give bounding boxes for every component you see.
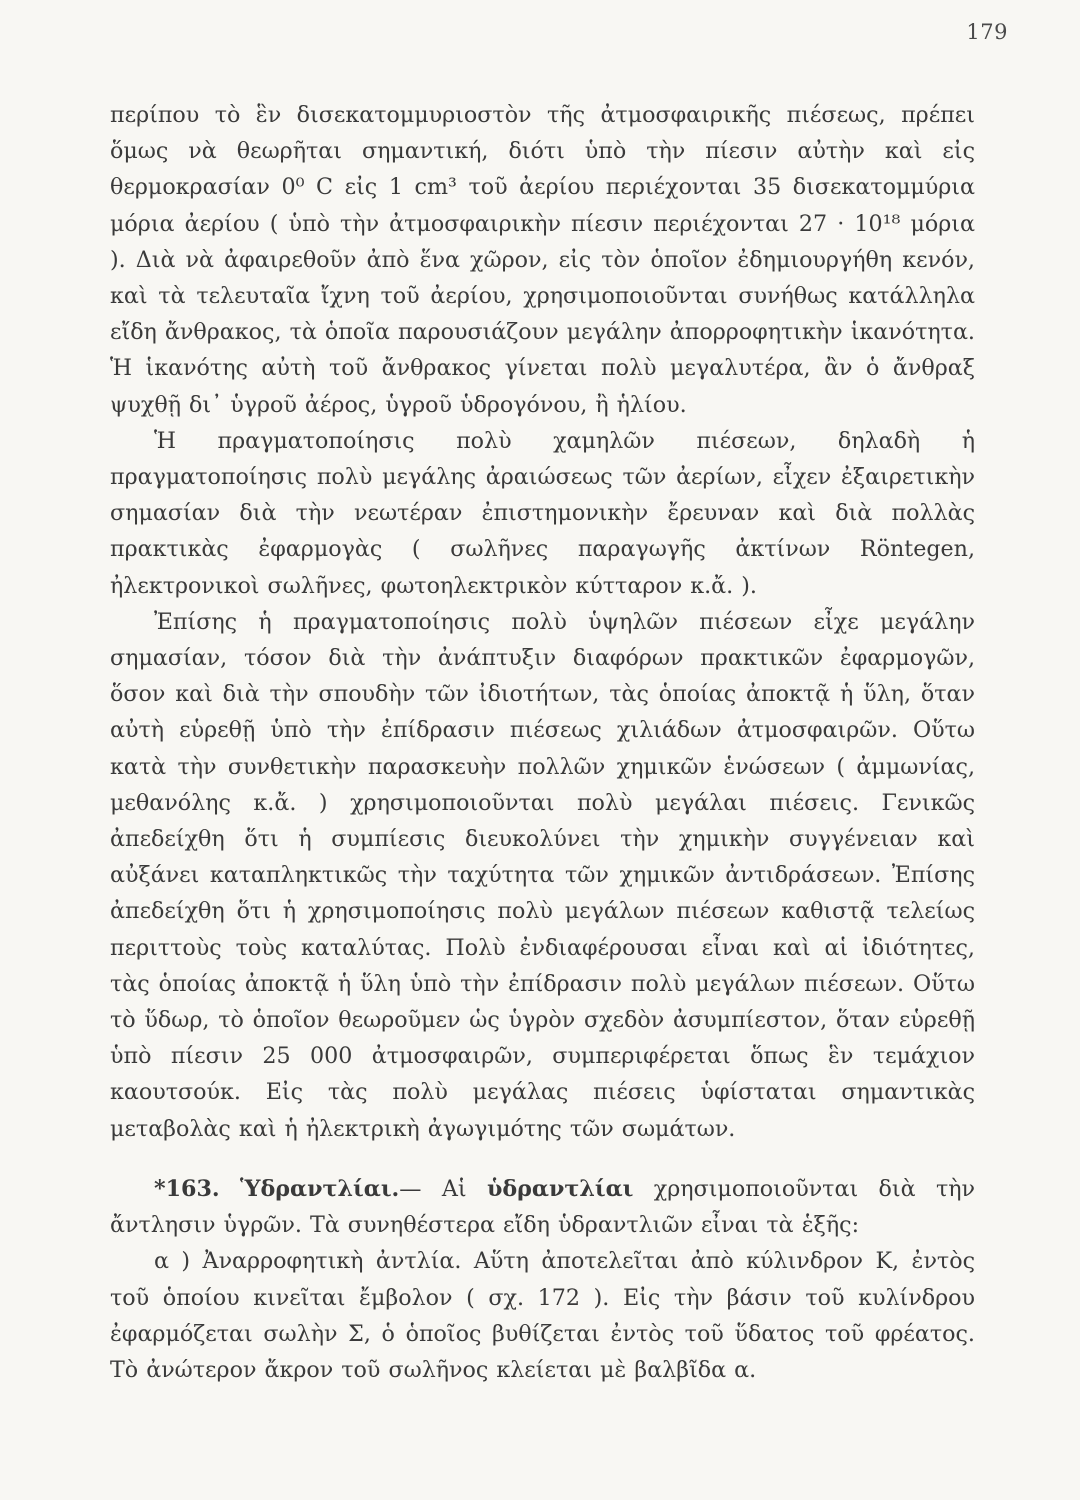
paragraph-low-pressure: Ἡ πραγματοποίησις πολὺ χαμηλῶν πιέσεων, δηλαδὴ ἡ πραγματοποίησις πολὺ μεγάλης ἀραιώσεως τῶν ἀερίων, εἶχεν ἐξαιρετικὴν σημασίαν διὰ τὴν νεωτέραν ἐπιστημονικὴν ἔρευναν καὶ διὰ πολλὰς πρακτικὰς ἐφαρμογὰς ( σωλῆνες παραγωγῆς ἀκτίνων Röntegen, ἠλεκτρονικοὶ σωλῆνες, φωτοηλεκτρικὸν κύτταρον κ.ἄ. ). bbox=[110, 427, 975, 599]
section-163-intro bbox=[110, 1171, 975, 1243]
section-term: ὑδραντλίαι bbox=[486, 1175, 634, 1202]
item-a-suction-pump: α ) Ἀναρροφητικὴ ἀντλία. Αὕτη ἀποτελεῖται ἀπὸ κύλινδρον Κ, ἐντὸς τοῦ ὁποίου κινεῖται ἔμβολον ( σχ. 172 ). Εἰς τὴν βάσιν τοῦ κυλίνδρου ἐφαρμόζεται σωλὴν Σ, ὁ ὁποῖος βυθίζεται ἐντὸς τοῦ ὕδατος τοῦ φρέατος. Τὸ ἀνώτερον ἄκρον τοῦ σωλῆνος κλείεται μὲ βαλβῖδα α. bbox=[110, 1248, 975, 1383]
section-text: χρησιμοποιοῦνται διὰ τὴν ἄντλησιν ὑγρῶν. Τὰ συνηθέστερα εἴδη ὑδραντλιῶν εἶναι τὰ ἑξῆς: bbox=[110, 1175, 976, 1239]
section-dash: — Αἱ bbox=[399, 1175, 487, 1202]
page-number: 179 bbox=[966, 20, 1008, 44]
section-title: Ὑδραντλίαι. bbox=[240, 1175, 400, 1202]
section-number: *163. bbox=[154, 1175, 220, 1202]
paragraph-continuation: περίπου τὸ ἓν δισεκατομμυριοστὸν τῆς ἀτμοσφαιρικῆς πιέσεως, πρέπει ὅμως νὰ θεωρῆται σημαντική, διότι ὑπὸ τὴν πίεσιν αὐτὴν καὶ εἰς θερμοκρασίαν 0⁰ C εἰς 1 cm³ τοῦ ἀερίου περιέχονται 35 δισεκατομμύρια μόρια ἀερίου ( ὑπὸ τὴν ἀτμοσφαιρικὴν πίεσιν περιέχονται 27 · 10¹⁸ μόρια ). Διὰ νὰ ἀφαιρεθοῦν ἀπὸ ἕνα χῶρον, εἰς τὸν ὁποῖον ἐδημιουργήθη κενόν, καὶ τὰ τελευταῖα ἴχνη τοῦ ἀερίου, χρησιμοποιοῦνται συνήθως κατάλληλα εἴδη ἄνθρακος, τὰ ὁποῖα παρουσιάζουν μεγάλην ἀπορροφητικὴν ἱκανότητα. Ἡ ἱκανότης αὐτὴ τοῦ ἄνθρακος γίνεται πολὺ μεγαλυτέρα, ἂν ὁ ἄνθραξ ψυχθῇ δι᾽ ὑγροῦ ἀέρος, ὑγροῦ ὑδρογόνου, ἢ ἡλίου. bbox=[110, 102, 975, 418]
paragraph-high-pressure: Ἐπίσης ἡ πραγματοποίησις πολὺ ὑψηλῶν πιέσεων εἶχε μεγάλην σημασίαν, τόσον διὰ τὴν ἀνάπτυξιν διαφόρων πρακτικῶν ἐφαρμογῶν, ὅσον καὶ διὰ τὴν σπουδὴν τῶν ἰδιοτήτων, τὰς ὁποίας ἀποκτᾷ ἡ ὕλη, ὅταν αὐτὴ εὑρεθῇ ὑπὸ τὴν ἐπίδρασιν πιέσεως χιλιάδων ἀτμοσφαιρῶν. Οὕτω κατὰ τὴν συνθετικὴν παρασκευὴν πολλῶν χημικῶν ἑνώσεων ( ἀμμωνίας, μεθανόλης κ.ἄ. ) χρησιμοποιοῦνται πολὺ μεγάλαι πιέσεις. Γενικῶς ἀπεδείχθη ὅτι ἡ συμπίεσις διευκολύνει τὴν χημικὴν συγγένειαν καὶ αὐξάνει καταπληκτικῶς τὴν ταχύτητα τῶν χημικῶν ἀντιδράσεων. Ἐπίσης ἀπεδείχθη ὅτι ἡ χρησιμοποίησις πολὺ μεγάλων πιέσεων καθιστᾷ τελείως περιττοὺς τοὺς καταλύτας. Πολὺ ἐνδιαφέρουσαι εἶναι καὶ αἱ ἰδιότητες, τὰς ὁποίας ἀποκτᾷ ἡ ὕλη ὑπὸ τὴν ἐπίδρασιν πολὺ μεγάλων πιέσεων. Οὕτω τὸ ὕδωρ, τὸ ὁποῖον θεωροῦμεν ὡς ὑγρὸν σχεδὸν ἀσυμπίεστον, ὅταν εὑρεθῇ ὑπὸ πίεσιν 25 000 ἀτμοσφαιρῶν, συμπεριφέρεται ὅπως ἓν τεμάχιον καουτσούκ. Εἰς τὰς πολὺ μεγάλας πιέσεις ὑφίσταται σημαντικὰς μεταβολὰς καὶ ἡ ἠλεκτρικὴ ἀγωγιμότης τῶν σωμάτων. bbox=[110, 608, 975, 1142]
body-text bbox=[110, 97, 975, 1388]
